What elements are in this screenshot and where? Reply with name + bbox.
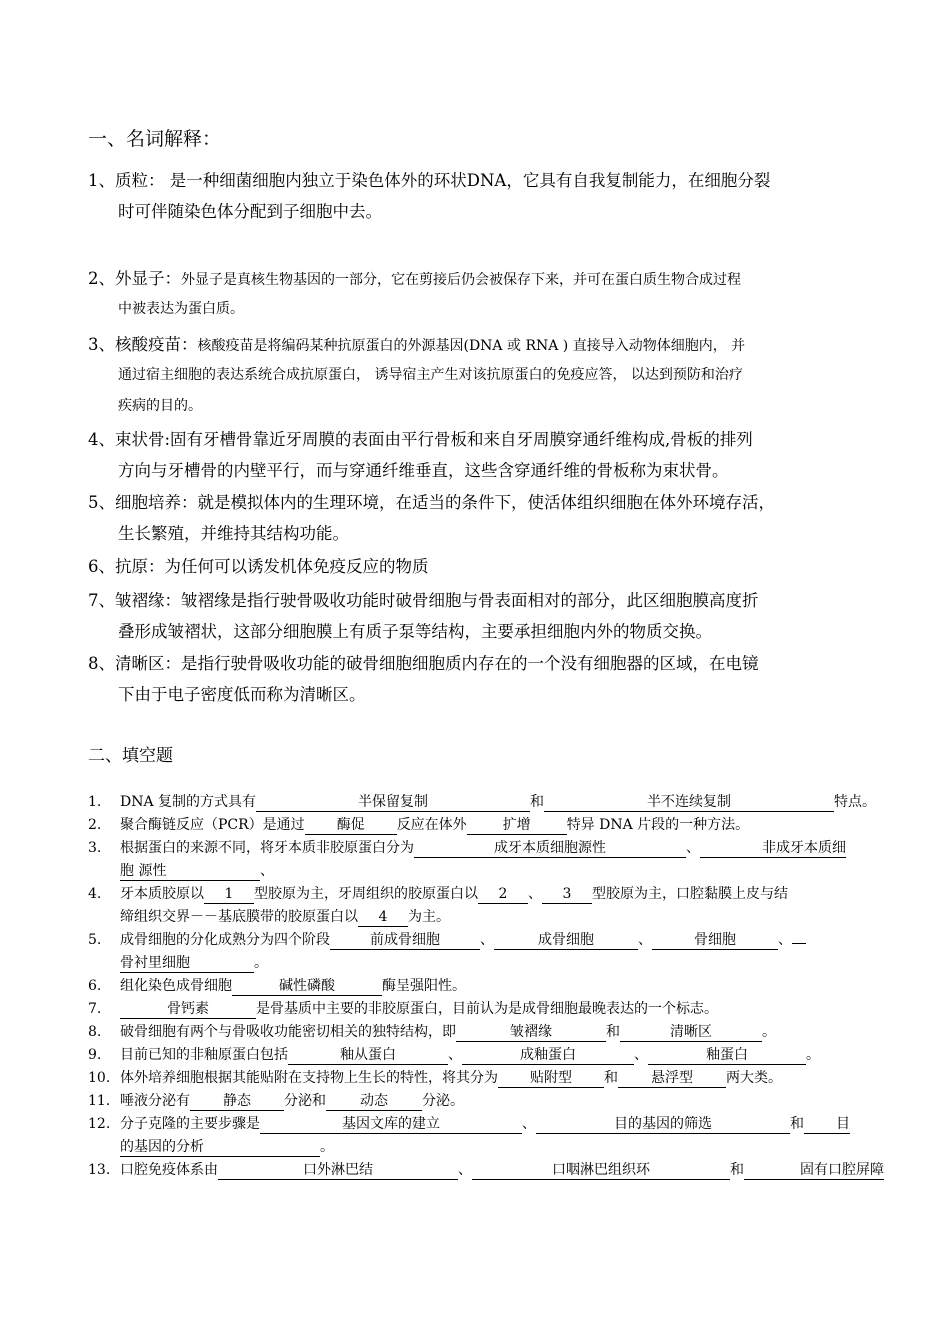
answer-blank: 固有口腔屏障 bbox=[744, 1162, 884, 1180]
definition-line: 1、质粒： 是一种细菌细胞内独立于染色体外的环状DNA，它具有自我复制能力，在细胞分裂 bbox=[88, 171, 771, 190]
question-10 bbox=[88, 1067, 938, 1090]
question-text: 组化染色成骨细胞 bbox=[120, 978, 232, 994]
definition-line: 6、抗原：为任何可以诱发机体免疫反应的物质 bbox=[88, 557, 429, 576]
question-text: 特点。 bbox=[834, 794, 877, 810]
section-title-fill-in: 二、填空题 bbox=[88, 746, 173, 766]
question-number: 11. bbox=[88, 1093, 111, 1109]
question-text: 缔组织交界－－基底膜带的胶原蛋白以 bbox=[120, 909, 358, 925]
answer-blank: 胞 源性 bbox=[120, 863, 260, 881]
answer-blank: 1 bbox=[204, 886, 254, 904]
question-text: 。 bbox=[762, 1024, 776, 1040]
answer-blank: 口外淋巴结 bbox=[218, 1162, 458, 1180]
answer-blank: 成骨细胞 bbox=[494, 932, 638, 950]
question-text: 体外培养细胞根据其能贴附在支持物上生长的特性，将其分为 bbox=[120, 1070, 498, 1086]
definition-line: 生长繁殖，并维持其结构功能。 bbox=[118, 524, 349, 543]
answer-blank: 皱褶缘 bbox=[456, 1024, 606, 1042]
question-12-continued bbox=[88, 1136, 938, 1159]
question-9 bbox=[88, 1044, 938, 1067]
question-4-continued bbox=[88, 906, 938, 929]
question-number: 13. bbox=[88, 1162, 111, 1178]
question-text: DNA 复制的方式具有 bbox=[120, 794, 257, 810]
answer-blank: 成牙本质细胞源性 bbox=[414, 840, 686, 858]
question-text: 唾液分泌有 bbox=[120, 1093, 190, 1109]
question-text: 特异 DNA 片段的一种方法。 bbox=[566, 817, 750, 833]
question-4 bbox=[88, 883, 938, 906]
definition-7 bbox=[88, 585, 868, 647]
question-text: 、 bbox=[634, 1047, 648, 1063]
question-number: 9. bbox=[88, 1047, 102, 1063]
question-text: 口腔免疫体系由 bbox=[120, 1162, 218, 1178]
question-text: 。 bbox=[320, 1139, 334, 1155]
definition-line: 时可伴随染色体分配到子细胞中去。 bbox=[118, 202, 382, 221]
question-text: 、 bbox=[448, 1047, 462, 1063]
question-13 bbox=[88, 1159, 938, 1182]
question-text: 和 bbox=[606, 1024, 620, 1040]
question-text: 分子克隆的主要步骤是 bbox=[120, 1116, 260, 1132]
answer-blank: 3 bbox=[542, 886, 592, 904]
question-text: 两大类。 bbox=[726, 1070, 782, 1086]
question-text: 为主。 bbox=[408, 909, 450, 925]
answer-blank: 口咽淋巴组织环 bbox=[472, 1162, 730, 1180]
question-text: 、 bbox=[522, 1116, 536, 1132]
definition-line: 4、束状骨:固有牙槽骨靠近牙周膜的表面由平行骨板和来自牙周膜穿通纤维构成,骨板的排列 bbox=[88, 430, 753, 449]
question-text: 成骨细胞的分化成熟分为四个阶段 bbox=[120, 932, 330, 948]
question-number: 5. bbox=[88, 932, 102, 948]
question-number: 7. bbox=[88, 1001, 102, 1017]
question-1 bbox=[88, 791, 938, 814]
definition-8 bbox=[88, 648, 868, 710]
question-number: 3. bbox=[88, 840, 102, 856]
question-text: 破骨细胞有两个与骨吸收功能密切相关的独特结构，即 bbox=[120, 1024, 456, 1040]
answer-blank: 4 bbox=[358, 909, 408, 927]
answer-blank: 基因文库的建立 bbox=[260, 1116, 522, 1134]
question-3 bbox=[88, 837, 938, 860]
question-text: 是骨基质中主要的非胶原蛋白，目前认为是成骨细胞最晚表达的一个标志。 bbox=[256, 1001, 718, 1017]
question-text: 型胶原为主，口腔黏膜上皮与结 bbox=[592, 886, 788, 902]
answer-blank: 2 bbox=[478, 886, 528, 904]
definition-line: 叠形成皱褶状，这部分细胞膜上有质子泵等结构，主要承担细胞内外的物质交换。 bbox=[118, 622, 712, 641]
question-2 bbox=[88, 814, 938, 837]
question-5 bbox=[88, 929, 938, 952]
definition-6 bbox=[88, 551, 868, 582]
question-number: 1. bbox=[88, 794, 102, 810]
question-text: 分泌。 bbox=[422, 1093, 464, 1109]
definition-line: 5、细胞培养：就是模拟体内的生理环境，在适当的条件下，使活体组织细胞在体外环境存活， bbox=[88, 493, 775, 512]
question-number: 2. bbox=[88, 817, 102, 833]
definition-line: 方向与牙槽骨的内壁平行，而与穿通纤维垂直，这些含穿通纤维的骨板称为束状骨。 bbox=[118, 461, 729, 480]
question-text: 和 bbox=[790, 1116, 804, 1132]
definition-term: 2、外显子： bbox=[88, 269, 181, 288]
question-number: 12. bbox=[88, 1116, 111, 1132]
question-8 bbox=[88, 1021, 938, 1044]
answer-blank: 釉蛋白 bbox=[648, 1047, 806, 1065]
question-text: 型胶原为主，牙周组织的胶原蛋白以 bbox=[254, 886, 478, 902]
question-text: 牙本质胶原以 bbox=[120, 886, 204, 902]
question-11 bbox=[88, 1090, 938, 1113]
definition-line: 下由于电子密度低而称为清晰区。 bbox=[118, 685, 366, 704]
question-text: 根据蛋白的来源不同，将牙本质非胶原蛋白分为 bbox=[120, 840, 414, 856]
question-text: 、 bbox=[480, 932, 494, 948]
answer-blank: 非成牙本质细 bbox=[700, 840, 846, 858]
fill-in-questions bbox=[88, 791, 938, 1182]
definition-line: 通过宿主细胞的表达系统合成抗原蛋白， 诱导宿主产生对该抗原蛋白的免疫应答， 以达到预防和治疗 bbox=[118, 367, 743, 383]
question-text: 酶呈强阳性。 bbox=[382, 978, 466, 994]
definition-text: 外显子是真核生物基因的一部分，它在剪接后仍会被保存下来，并可在蛋白质生物合成过程 bbox=[181, 272, 741, 288]
question-text: 和 bbox=[604, 1070, 618, 1086]
answer-blank: 动态 bbox=[326, 1093, 422, 1111]
question-text: 、 bbox=[458, 1162, 472, 1178]
question-text: 和 bbox=[730, 1162, 744, 1178]
definition-line: 8、清晰区：是指行驶骨吸收功能的破骨细胞细胞质内存在的一个没有细胞器的区域，在电镜 bbox=[88, 654, 759, 673]
question-text: 、 bbox=[638, 932, 652, 948]
definition-5 bbox=[88, 487, 868, 549]
question-text: 和 bbox=[530, 794, 545, 810]
answer-blank: 骨细胞 bbox=[652, 932, 778, 950]
section-title-definitions: 一、名词解释： bbox=[88, 128, 222, 150]
answer-blank-start bbox=[792, 943, 806, 944]
question-text: 。 bbox=[254, 955, 268, 971]
question-number: 6. bbox=[88, 978, 102, 994]
question-number: 8. bbox=[88, 1024, 102, 1040]
question-6 bbox=[88, 975, 938, 998]
question-text: 、 bbox=[260, 863, 274, 879]
question-7 bbox=[88, 998, 938, 1021]
definition-4 bbox=[88, 424, 868, 486]
definition-line: 7、皱褶缘：皱褶缘是指行驶骨吸收功能时破骨细胞与骨表面相对的部分，此区细胞膜高度折 bbox=[88, 591, 759, 610]
question-number: 4. bbox=[88, 886, 102, 902]
answer-blank: 釉从蛋白 bbox=[288, 1047, 448, 1065]
question-text: 、 bbox=[686, 840, 700, 856]
definition-1 bbox=[88, 165, 868, 227]
answer-blank: 清晰区 bbox=[620, 1024, 762, 1042]
question-5-continued bbox=[88, 952, 938, 975]
definition-line: 中被表达为蛋白质。 bbox=[118, 301, 244, 317]
question-text: 目前已知的非釉原蛋白包括 bbox=[120, 1047, 288, 1063]
answer-blank: 成釉蛋白 bbox=[462, 1047, 634, 1065]
question-text: 聚合酶链反应（PCR）是通过 bbox=[120, 817, 305, 833]
question-number: 10. bbox=[88, 1070, 111, 1086]
answer-blank: 碱性磷酸 bbox=[232, 978, 382, 996]
question-text: 、 bbox=[778, 932, 792, 948]
answer-blank: 半不连续复制 bbox=[544, 794, 834, 812]
definition-2 bbox=[88, 263, 868, 325]
question-text: 反应在体外 bbox=[396, 817, 467, 833]
question-3-continued bbox=[88, 860, 938, 883]
question-text: 分泌和 bbox=[284, 1093, 326, 1109]
definition-term: 3、核酸疫苗： bbox=[88, 335, 198, 354]
answer-blank: 目 bbox=[804, 1116, 850, 1134]
answer-blank: 骨钙素 bbox=[120, 1001, 256, 1019]
answer-blank: 前成骨细胞 bbox=[330, 932, 480, 950]
question-text: 。 bbox=[806, 1047, 820, 1063]
answer-blank: 目的基因的筛选 bbox=[536, 1116, 790, 1134]
answer-blank: 骨衬里细胞 bbox=[120, 955, 254, 973]
question-12 bbox=[88, 1113, 938, 1136]
question-text: 、 bbox=[528, 886, 542, 902]
answer-blank: 贴附型 bbox=[498, 1070, 604, 1088]
answer-blank: 的基因的分析 bbox=[120, 1139, 320, 1157]
definition-3 bbox=[88, 329, 868, 422]
answer-blank: 悬浮型 bbox=[618, 1070, 726, 1088]
answer-blank: 静态 bbox=[190, 1093, 284, 1111]
definition-line: 疾病的目的。 bbox=[118, 398, 202, 414]
answer-blank: 扩增 bbox=[467, 817, 567, 835]
definition-text: 核酸疫苗是将编码某种抗原蛋白的外源基因(DNA 或 RNA ) 直接导入动物体细胞内， 并 bbox=[197, 338, 746, 354]
answer-blank: 酶促 bbox=[305, 817, 397, 835]
answer-blank: 半保留复制 bbox=[256, 794, 530, 812]
